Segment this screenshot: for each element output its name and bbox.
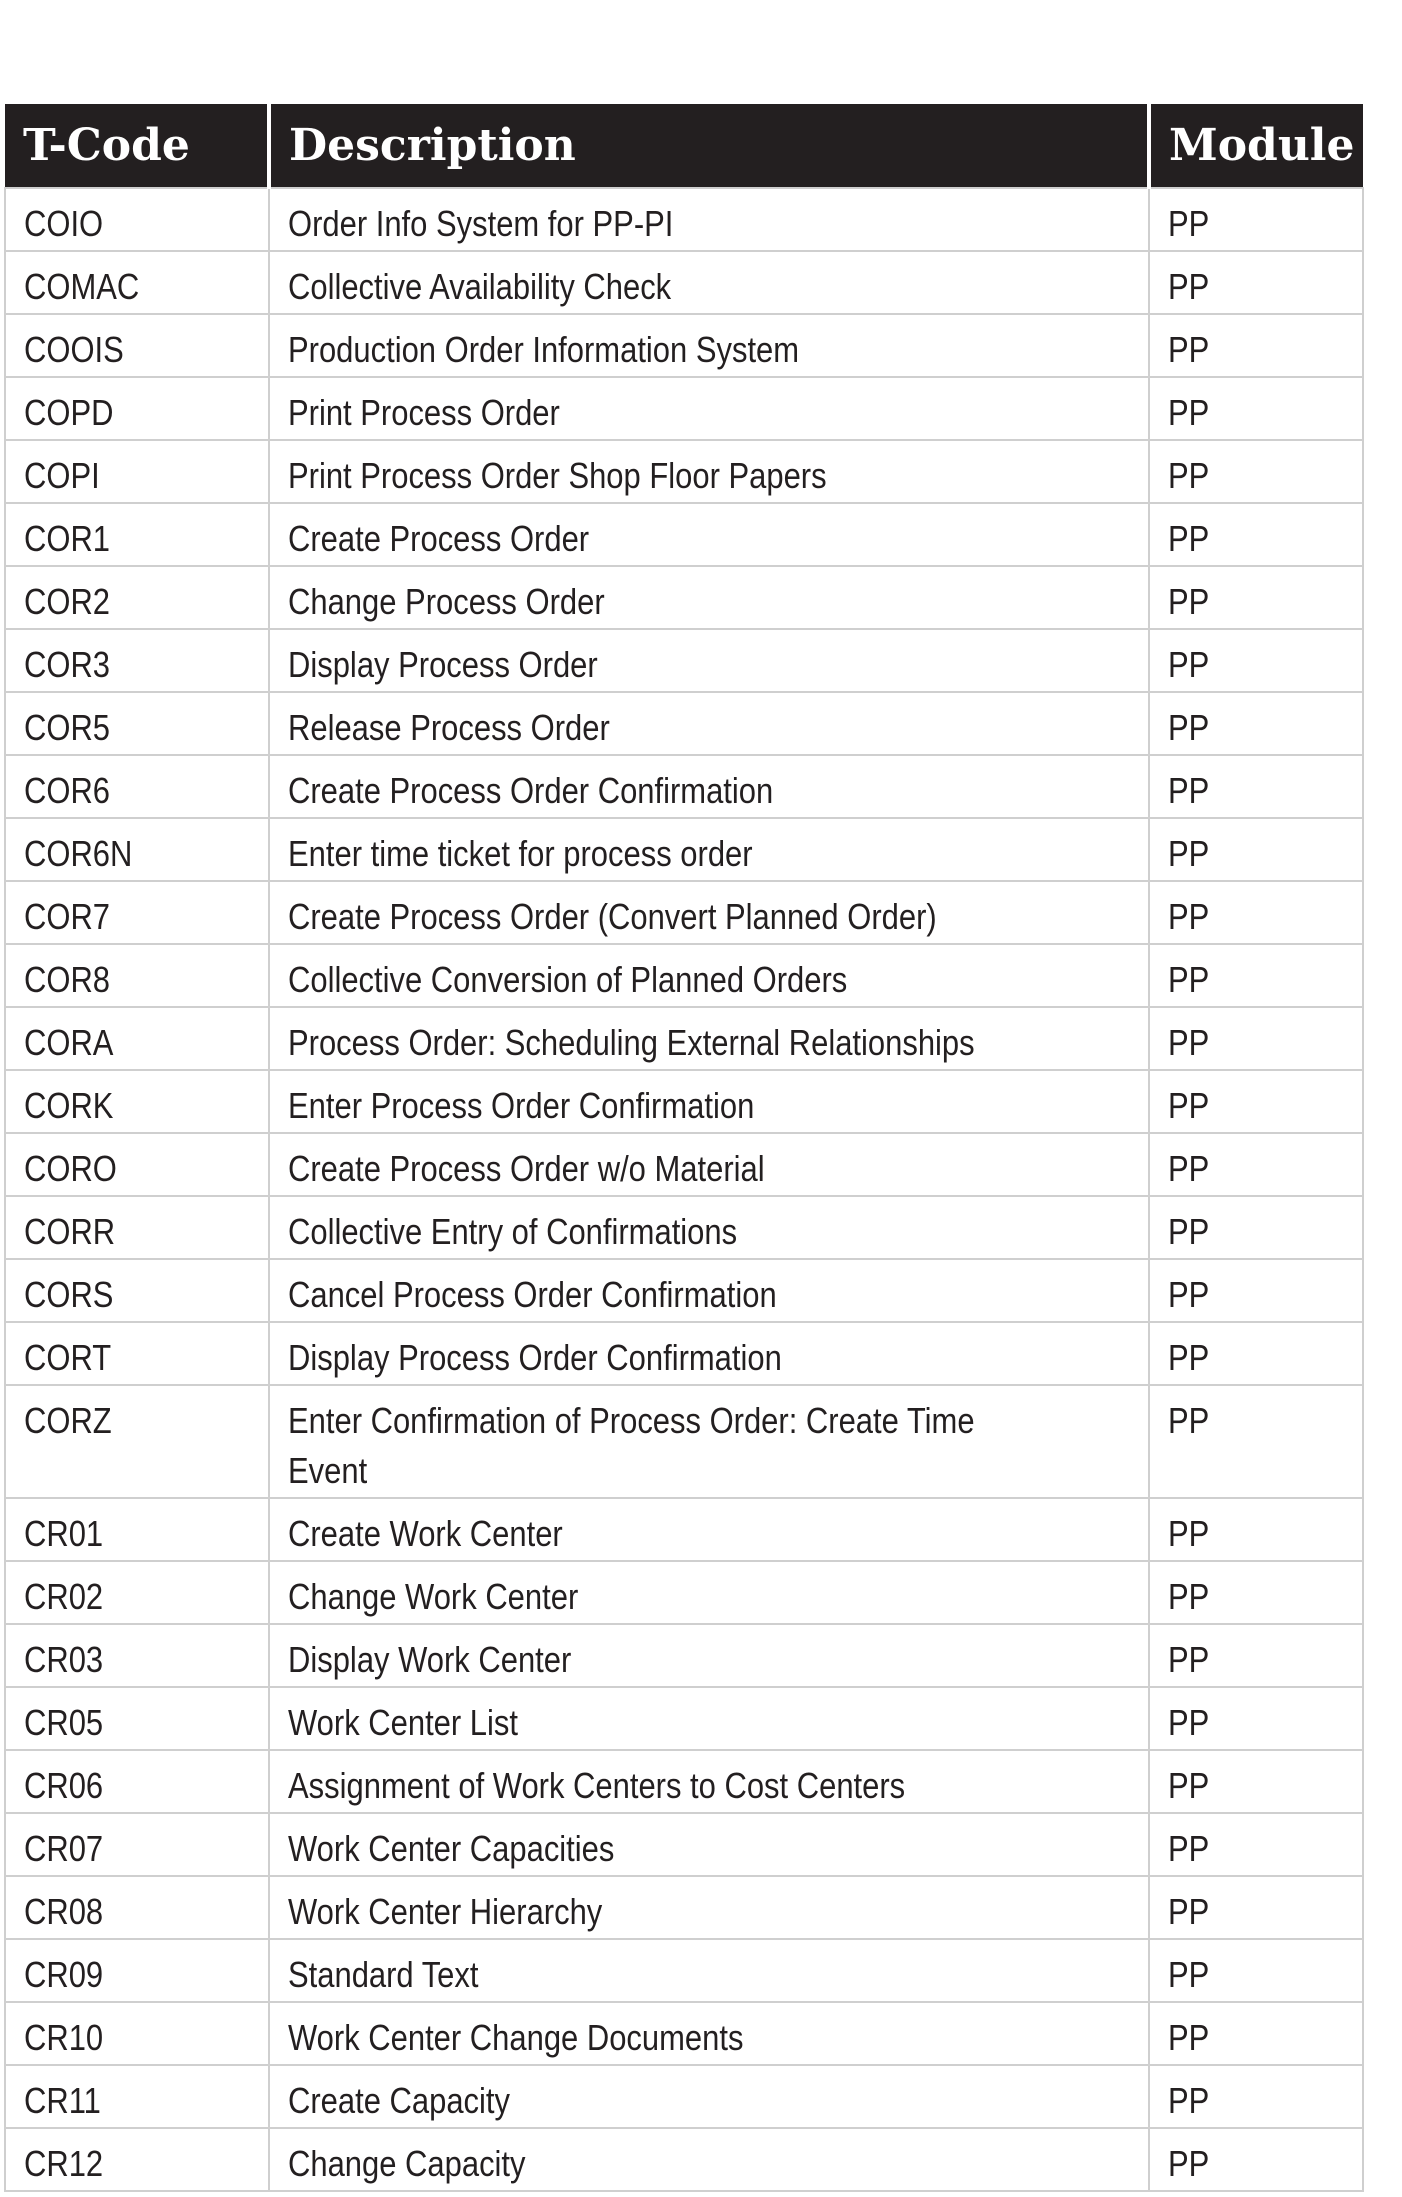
table-row bbox=[5, 1687, 1363, 1750]
cell-description-text: Enter Confirmation of Process Order: Create Time Event bbox=[288, 1400, 975, 1491]
cell-tcode bbox=[5, 1750, 269, 1813]
cell-module bbox=[1149, 188, 1363, 251]
table-row bbox=[5, 1007, 1363, 1070]
cell-description-text: Print Process Order Shop Floor Papers bbox=[288, 455, 827, 496]
cell-tcode-text: CORR bbox=[24, 1211, 116, 1252]
cell-tcode-text: COR6N bbox=[24, 833, 133, 874]
cell-tcode bbox=[5, 566, 269, 629]
cell-tcode bbox=[5, 503, 269, 566]
cell-module-text: PP bbox=[1168, 1702, 1210, 1743]
cell-description-text: Display Process Order Confirmation bbox=[288, 1337, 782, 1378]
cell-tcode bbox=[5, 1687, 269, 1750]
cell-module bbox=[1149, 1750, 1363, 1813]
cell-tcode-text: CR10 bbox=[24, 2017, 104, 2058]
cell-module-text: PP bbox=[1168, 1274, 1210, 1315]
cell-description-text: Work Center Change Documents bbox=[288, 2017, 744, 2058]
cell-module-text: PP bbox=[1168, 1954, 1210, 1995]
cell-tcode bbox=[5, 188, 269, 251]
table-row bbox=[5, 1561, 1363, 1624]
table-row bbox=[5, 188, 1363, 251]
cell-description-text: Create Process Order bbox=[288, 518, 590, 559]
cell-tcode bbox=[5, 755, 269, 818]
cell-tcode-text: COR6 bbox=[24, 770, 111, 811]
cell-tcode-text: CORK bbox=[24, 1085, 114, 1126]
cell-description-text: Work Center Hierarchy bbox=[288, 1891, 603, 1932]
header-row bbox=[5, 104, 1363, 188]
cell-description-text: Collective Entry of Confirmations bbox=[288, 1211, 738, 1252]
cell-module-text: PP bbox=[1168, 833, 1210, 874]
cell-description bbox=[269, 692, 1149, 755]
cell-module bbox=[1149, 2128, 1363, 2191]
cell-tcode-text: CR07 bbox=[24, 1828, 104, 1869]
cell-description-text: Display Work Center bbox=[288, 1639, 572, 1680]
table-header bbox=[5, 104, 1363, 188]
cell-module-text: PP bbox=[1168, 203, 1210, 244]
table-row bbox=[5, 818, 1363, 881]
cell-module bbox=[1149, 944, 1363, 1007]
cell-module bbox=[1149, 566, 1363, 629]
cell-tcode-text: CORA bbox=[24, 1022, 114, 1063]
table-row bbox=[5, 1196, 1363, 1259]
cell-description-text: Change Work Center bbox=[288, 1576, 579, 1617]
table-row bbox=[5, 944, 1363, 1007]
cell-description bbox=[269, 2128, 1149, 2191]
cell-module-text: PP bbox=[1168, 1211, 1210, 1252]
cell-tcode-text: CR06 bbox=[24, 1765, 104, 1806]
cell-tcode bbox=[5, 818, 269, 881]
cell-description bbox=[269, 1687, 1149, 1750]
cell-module bbox=[1149, 692, 1363, 755]
cell-tcode-text: COR3 bbox=[24, 644, 111, 685]
cell-module-text: PP bbox=[1168, 581, 1210, 622]
cell-description-text: Release Process Order bbox=[288, 707, 610, 748]
cell-tcode-text: CR09 bbox=[24, 1954, 104, 1995]
cell-module-text: PP bbox=[1168, 644, 1210, 685]
cell-description bbox=[269, 1007, 1149, 1070]
cell-description bbox=[269, 818, 1149, 881]
cell-description-text: Work Center Capacities bbox=[288, 1828, 615, 1869]
cell-description-text: Display Process Order bbox=[288, 644, 598, 685]
cell-description bbox=[269, 881, 1149, 944]
cell-module bbox=[1149, 251, 1363, 314]
cell-description-text: Create Process Order Confirmation bbox=[288, 770, 774, 811]
cell-description bbox=[269, 1133, 1149, 1196]
cell-description bbox=[269, 566, 1149, 629]
cell-description-text: Change Capacity bbox=[288, 2143, 526, 2184]
cell-module bbox=[1149, 1561, 1363, 1624]
cell-description bbox=[269, 1750, 1149, 1813]
table-row bbox=[5, 314, 1363, 377]
cell-module bbox=[1149, 1322, 1363, 1385]
cell-description bbox=[269, 629, 1149, 692]
cell-tcode bbox=[5, 1259, 269, 1322]
cell-module bbox=[1149, 1196, 1363, 1259]
cell-tcode-text: CR12 bbox=[24, 2143, 104, 2184]
table-row bbox=[5, 2065, 1363, 2128]
table-row bbox=[5, 1813, 1363, 1876]
cell-module bbox=[1149, 1939, 1363, 2002]
cell-tcode bbox=[5, 1133, 269, 1196]
cell-tcode bbox=[5, 944, 269, 1007]
cell-tcode-text: COR1 bbox=[24, 518, 111, 559]
cell-tcode-text: CORO bbox=[24, 1148, 117, 1189]
cell-tcode bbox=[5, 1561, 269, 1624]
header-tcode: T-Code bbox=[5, 104, 269, 188]
cell-module bbox=[1149, 503, 1363, 566]
cell-tcode-text: CORZ bbox=[24, 1400, 112, 1441]
cell-description bbox=[269, 2065, 1149, 2128]
cell-module bbox=[1149, 881, 1363, 944]
cell-description bbox=[269, 1624, 1149, 1687]
table-row bbox=[5, 503, 1363, 566]
table-row bbox=[5, 1498, 1363, 1561]
cell-description bbox=[269, 755, 1149, 818]
cell-tcode-text: CR11 bbox=[24, 2080, 101, 2121]
cell-tcode-text: COPD bbox=[24, 392, 114, 433]
table-row bbox=[5, 377, 1363, 440]
cell-tcode-text: CORS bbox=[24, 1274, 114, 1315]
cell-description bbox=[269, 314, 1149, 377]
cell-description-text: Collective Availability Check bbox=[288, 266, 672, 307]
cell-description-text: Create Capacity bbox=[288, 2080, 510, 2121]
cell-description-text: Process Order: Scheduling External Relationships bbox=[288, 1022, 975, 1063]
cell-tcode bbox=[5, 1939, 269, 2002]
cell-module-text: PP bbox=[1168, 1400, 1210, 1441]
cell-description bbox=[269, 1070, 1149, 1133]
cell-module-text: PP bbox=[1168, 707, 1210, 748]
cell-module bbox=[1149, 377, 1363, 440]
cell-description-text: Assignment of Work Centers to Cost Centers bbox=[288, 1765, 906, 1806]
cell-module-text: PP bbox=[1168, 1765, 1210, 1806]
cell-description-text: Change Process Order bbox=[288, 581, 605, 622]
cell-tcode bbox=[5, 1876, 269, 1939]
cell-module-text: PP bbox=[1168, 1337, 1210, 1378]
cell-tcode-text: COR5 bbox=[24, 707, 111, 748]
cell-module-text: PP bbox=[1168, 1148, 1210, 1189]
table-row bbox=[5, 1322, 1363, 1385]
table-row bbox=[5, 1939, 1363, 2002]
cell-tcode-text: CR08 bbox=[24, 1891, 104, 1932]
cell-description bbox=[269, 503, 1149, 566]
table-row bbox=[5, 1070, 1363, 1133]
cell-module-text: PP bbox=[1168, 329, 1210, 370]
cell-description bbox=[269, 2002, 1149, 2065]
table-row bbox=[5, 692, 1363, 755]
cell-tcode bbox=[5, 1498, 269, 1561]
cell-tcode bbox=[5, 2002, 269, 2065]
tcode-table bbox=[4, 104, 1364, 2192]
cell-module-text: PP bbox=[1168, 1022, 1210, 1063]
cell-tcode-text: CR05 bbox=[24, 1702, 104, 1743]
cell-description-text: Collective Conversion of Planned Orders bbox=[288, 959, 848, 1000]
header-module: Module bbox=[1149, 104, 1363, 188]
cell-module-text: PP bbox=[1168, 1828, 1210, 1869]
cell-description bbox=[269, 1322, 1149, 1385]
cell-tcode-text: COR2 bbox=[24, 581, 111, 622]
cell-tcode-text: COR7 bbox=[24, 896, 111, 937]
cell-description bbox=[269, 1561, 1149, 1624]
cell-description-text: Create Process Order w/o Material bbox=[288, 1148, 765, 1189]
cell-description-text: Create Work Center bbox=[288, 1513, 563, 1554]
cell-description-text: Production Order Information System bbox=[288, 329, 800, 370]
cell-description-text: Create Process Order (Convert Planned Order) bbox=[288, 896, 937, 937]
cell-module bbox=[1149, 1687, 1363, 1750]
cell-module bbox=[1149, 1813, 1363, 1876]
table-row bbox=[5, 566, 1363, 629]
cell-description bbox=[269, 1813, 1149, 1876]
table-row bbox=[5, 2128, 1363, 2191]
cell-tcode bbox=[5, 314, 269, 377]
cell-module bbox=[1149, 2002, 1363, 2065]
cell-module-text: PP bbox=[1168, 1513, 1210, 1554]
cell-description bbox=[269, 944, 1149, 1007]
cell-tcode bbox=[5, 1624, 269, 1687]
cell-description-text: Cancel Process Order Confirmation bbox=[288, 1274, 777, 1315]
cell-module bbox=[1149, 629, 1363, 692]
cell-description bbox=[269, 1259, 1149, 1322]
cell-description-text: Standard Text bbox=[288, 1954, 479, 1995]
cell-module bbox=[1149, 1007, 1363, 1070]
cell-tcode bbox=[5, 881, 269, 944]
table-row bbox=[5, 440, 1363, 503]
table-row bbox=[5, 1385, 1363, 1498]
cell-module bbox=[1149, 1070, 1363, 1133]
cell-tcode bbox=[5, 440, 269, 503]
cell-tcode-text: CORT bbox=[24, 1337, 112, 1378]
table-row bbox=[5, 629, 1363, 692]
cell-description bbox=[269, 1196, 1149, 1259]
cell-module-text: PP bbox=[1168, 959, 1210, 1000]
cell-tcode-text: COPI bbox=[24, 455, 100, 496]
cell-tcode-text: COR8 bbox=[24, 959, 111, 1000]
table-row bbox=[5, 881, 1363, 944]
cell-module-text: PP bbox=[1168, 2017, 1210, 2058]
cell-module-text: PP bbox=[1168, 2143, 1210, 2184]
cell-tcode-text: CR02 bbox=[24, 1576, 104, 1617]
cell-tcode-text: COIO bbox=[24, 203, 104, 244]
cell-tcode-text: CR01 bbox=[24, 1513, 104, 1554]
cell-tcode bbox=[5, 1007, 269, 1070]
cell-module bbox=[1149, 1259, 1363, 1322]
cell-tcode-text: COMAC bbox=[24, 266, 140, 307]
cell-module bbox=[1149, 1133, 1363, 1196]
cell-module bbox=[1149, 314, 1363, 377]
cell-module-text: PP bbox=[1168, 1085, 1210, 1126]
cell-description bbox=[269, 1498, 1149, 1561]
cell-module-text: PP bbox=[1168, 518, 1210, 559]
table-row bbox=[5, 1133, 1363, 1196]
cell-description bbox=[269, 1385, 1149, 1498]
cell-tcode bbox=[5, 1385, 269, 1498]
cell-tcode bbox=[5, 1196, 269, 1259]
cell-module-text: PP bbox=[1168, 455, 1210, 496]
cell-tcode bbox=[5, 1813, 269, 1876]
cell-tcode-text: CR03 bbox=[24, 1639, 104, 1680]
cell-module bbox=[1149, 1385, 1363, 1498]
cell-tcode-text: COOIS bbox=[24, 329, 124, 370]
cell-description bbox=[269, 1876, 1149, 1939]
cell-module-text: PP bbox=[1168, 1576, 1210, 1617]
cell-description bbox=[269, 1939, 1149, 2002]
cell-module bbox=[1149, 2065, 1363, 2128]
cell-tcode bbox=[5, 377, 269, 440]
table-row bbox=[5, 1750, 1363, 1813]
cell-module bbox=[1149, 818, 1363, 881]
cell-tcode bbox=[5, 2065, 269, 2128]
cell-module bbox=[1149, 440, 1363, 503]
cell-module bbox=[1149, 1498, 1363, 1561]
table-row bbox=[5, 251, 1363, 314]
cell-description-text: Work Center List bbox=[288, 1702, 518, 1743]
cell-description-text: Order Info System for PP-PI bbox=[288, 203, 674, 244]
cell-tcode bbox=[5, 251, 269, 314]
header-description: Description bbox=[269, 104, 1149, 188]
cell-description bbox=[269, 188, 1149, 251]
cell-module-text: PP bbox=[1168, 1891, 1210, 1932]
cell-description bbox=[269, 251, 1149, 314]
cell-tcode bbox=[5, 692, 269, 755]
cell-description-text: Enter time ticket for process order bbox=[288, 833, 753, 874]
cell-module-text: PP bbox=[1168, 1639, 1210, 1680]
cell-module bbox=[1149, 1624, 1363, 1687]
table-row bbox=[5, 1624, 1363, 1687]
table-body bbox=[5, 188, 1363, 2191]
cell-module bbox=[1149, 1876, 1363, 1939]
cell-tcode bbox=[5, 1322, 269, 1385]
cell-module bbox=[1149, 755, 1363, 818]
cell-description bbox=[269, 377, 1149, 440]
table-row bbox=[5, 755, 1363, 818]
cell-description bbox=[269, 440, 1149, 503]
cell-module-text: PP bbox=[1168, 770, 1210, 811]
cell-module-text: PP bbox=[1168, 896, 1210, 937]
cell-description-text: Enter Process Order Confirmation bbox=[288, 1085, 755, 1126]
cell-module-text: PP bbox=[1168, 266, 1210, 307]
cell-module-text: PP bbox=[1168, 392, 1210, 433]
table-row bbox=[5, 2002, 1363, 2065]
cell-tcode bbox=[5, 629, 269, 692]
table-row bbox=[5, 1259, 1363, 1322]
table-row bbox=[5, 1876, 1363, 1939]
cell-description-text: Print Process Order bbox=[288, 392, 560, 433]
cell-module-text: PP bbox=[1168, 2080, 1210, 2121]
cell-tcode bbox=[5, 1070, 269, 1133]
cell-tcode bbox=[5, 2128, 269, 2191]
